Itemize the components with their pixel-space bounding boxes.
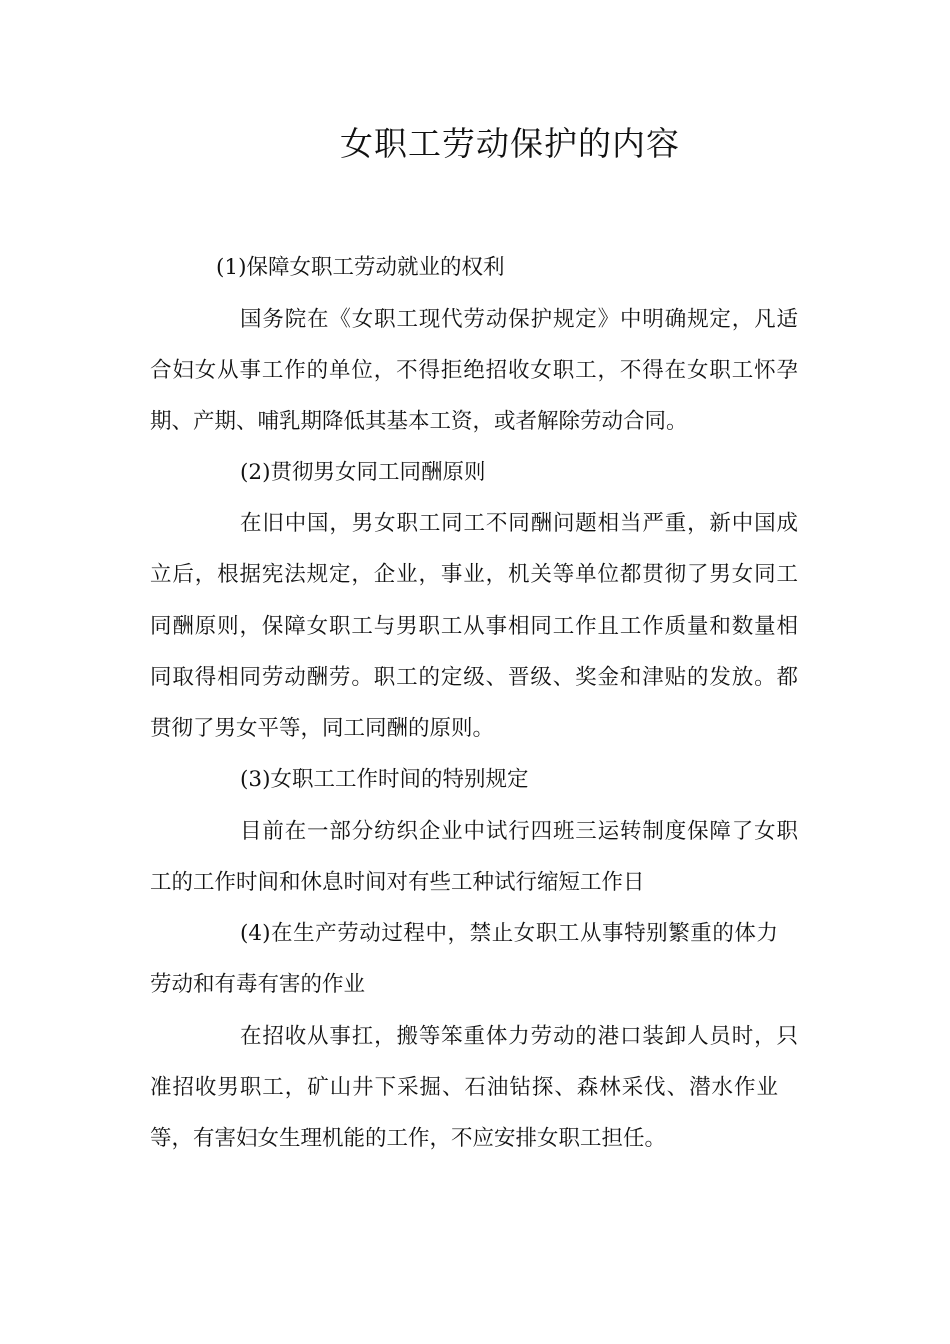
paragraph-4-line-1: 在招收从事扛，搬等笨重体力劳动的港口装卸人员时，只: [240, 1024, 798, 1049]
paragraph-1-line-2: 合妇女从事工作的单位，不得拒绝招收女职工，不得在女职工怀孕: [150, 358, 798, 383]
heading-3: (3)女职工工作时间的特别规定: [240, 767, 529, 792]
heading-1: (1)保障女职工劳动就业的权利: [216, 255, 505, 280]
paragraph-1-line-3: 期、产期、哺乳期降低其基本工资，或者解除劳动合同。: [150, 409, 688, 434]
document-title: 女职工劳动保护的内容: [340, 124, 680, 163]
paragraph-4-line-3: 等，有害妇女生理机能的工作，不应安排女职工担任。: [150, 1126, 667, 1151]
paragraph-3-line-1: 目前在一部分纺织企业中试行四班三运转制度保障了女职: [240, 819, 798, 844]
heading-2: (2)贯彻男女同工同酬原则: [240, 460, 486, 485]
paragraph-2-line-5: 贯彻了男女平等，同工同酬的原则。: [150, 716, 495, 741]
paragraph-1-line-1: 国务院在《女职工现代劳动保护规定》中明确规定，凡适: [240, 307, 798, 332]
paragraph-2-line-1: 在旧中国，男女职工同工不同酬问题相当严重，新中国成: [240, 511, 798, 536]
paragraph-2-line-3: 同酬原则，保障女职工与男职工从事相同工作且工作质量和数量相: [150, 614, 798, 639]
heading-4-line-2: 劳动和有毒有害的作业: [150, 972, 366, 997]
paragraph-2-line-4: 同取得相同劳动酬劳。职工的定级、晋级、奖金和津贴的发放。都: [150, 665, 798, 690]
paragraph-4-line-2: 准招收男职工，矿山井下采掘、石油钻探、森林采伐、潜水作业: [150, 1075, 778, 1100]
heading-4-line-1: (4)在生产劳动过程中，禁止女职工从事特别繁重的体力: [240, 921, 778, 946]
paragraph-2-line-2: 立后，根据宪法规定，企业，事业，机关等单位都贯彻了男女同工: [150, 562, 798, 587]
paragraph-3-line-2: 工的工作时间和休息时间对有些工种试行缩短工作日: [150, 870, 645, 895]
